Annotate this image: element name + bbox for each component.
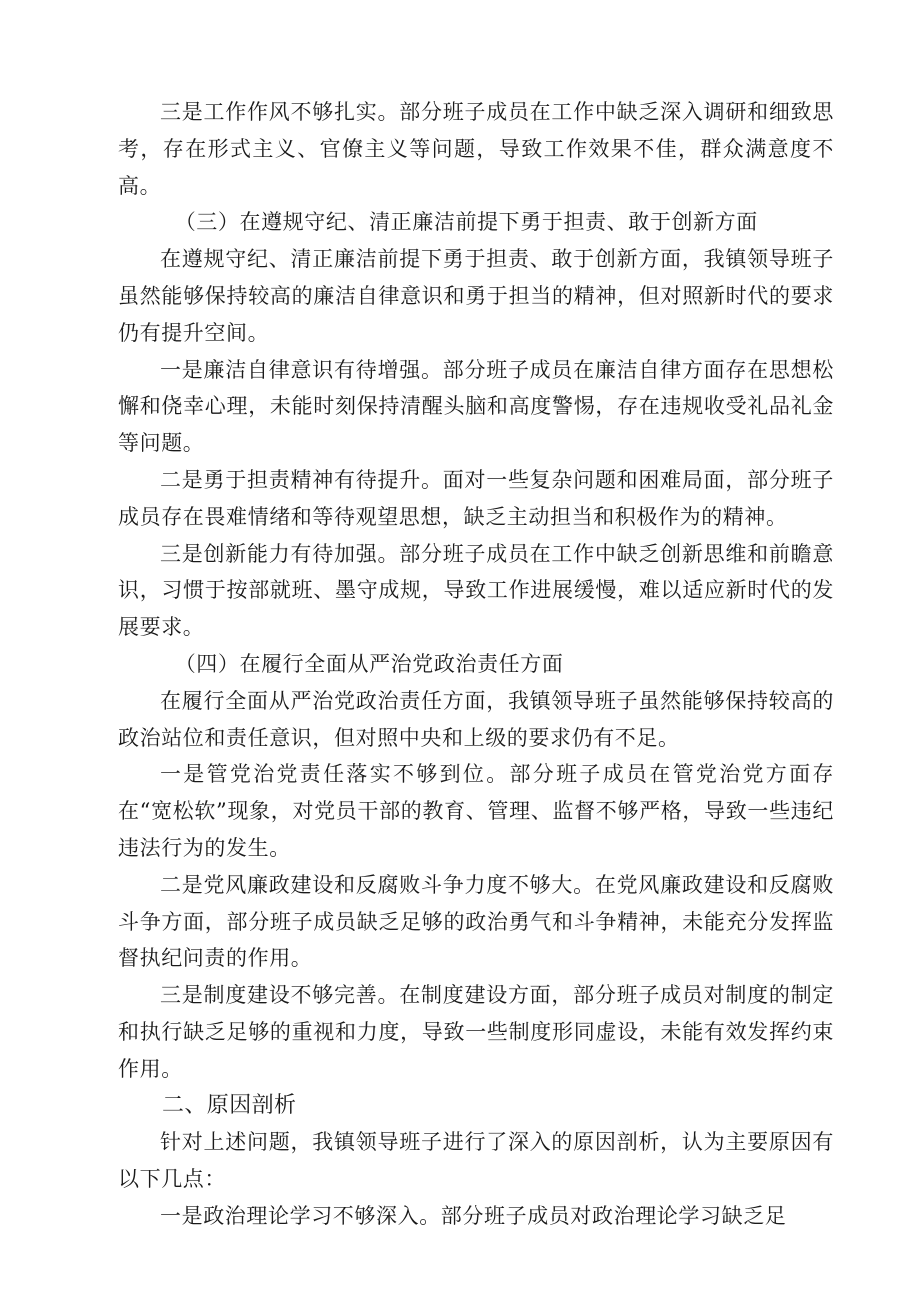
chapter-heading-cause-analysis: 二、原因剖析 xyxy=(162,1092,297,1118)
paragraph-section-4-intro: 在履行全面从严治党政治责任方面，我镇领导班子虽然能够保持较高的政治站位和责任意识，但对照中央和上级的要求仍有不足。 xyxy=(118,688,834,750)
paragraph-integrity: 一是廉洁自律意识有待增强。部分班子成员在廉洁自律方面存在思想松懈和侥幸心理，未能时刻保持清醒头脑和高度警惕，存在违规收受礼品礼金等问题。 xyxy=(118,357,834,456)
paragraph-work-style: 三是工作作风不够扎实。部分班子成员在工作中缺乏深入调研和细致思考，存在形式主义、官僚主义等问题，导致工作效果不佳，群众满意度不高。 xyxy=(118,100,834,198)
paragraph-party-governance: 一是管党治党责任落实不够到位。部分班子成员在管党治党方面存在“宽松软”现象，对党员干部的教育、管理、监督不够严格，导致一些违纪违法行为的发生。 xyxy=(118,762,834,860)
paragraph-cause-intro: 针对上述问题，我镇领导班子进行了深入的原因剖析，认为主要原因有以下几点： xyxy=(118,1130,834,1192)
paragraph-anti-corruption: 二是党风廉政建设和反腐败斗争力度不够大。在党风廉政建设和反腐败斗争方面，部分班子成员缺乏足够的政治勇气和斗争精神，未能充分发挥监督执纪问责的作用。 xyxy=(118,872,834,971)
paragraph-institution: 三是制度建设不够完善。在制度建设方面，部分班子成员对制度的制定和执行缺乏足够的重视和力度，导致一些制度形同虚设，未能有效发挥约束作用。 xyxy=(118,983,834,1081)
paragraph-innovation: 三是创新能力有待加强。部分班子成员在工作中缺乏创新思维和前瞻意识，习惯于按部就班、墨守成规，导致工作进展缓慢，难以适应新时代的发展要求。 xyxy=(118,541,834,640)
paragraph-theory-study: 一是政治理论学习不够深入。部分班子成员对政治理论学习缺乏足 xyxy=(160,1203,787,1228)
section-heading-3: （三）在遵规守纪、清正廉洁前提下勇于担责、敢于创新方面 xyxy=(174,210,758,235)
document-body xyxy=(118,94,834,1235)
paragraph-section-3-intro: 在遵规守纪、清正廉洁前提下勇于担责、敢于创新方面，我镇领导班子虽然能够保持较高的廉洁自律意识和勇于担当的精神，但对照新时代的要求仍有提升空间。 xyxy=(118,247,834,345)
section-heading-4: （四）在履行全面从严治党政治责任方面 xyxy=(174,651,564,676)
paragraph-responsibility: 二是勇于担责精神有待提升。面对一些复杂问题和困难局面，部分班子成员存在畏难情绪和等待观望思想，缺乏主动担当和积极作为的精神。 xyxy=(118,467,834,529)
